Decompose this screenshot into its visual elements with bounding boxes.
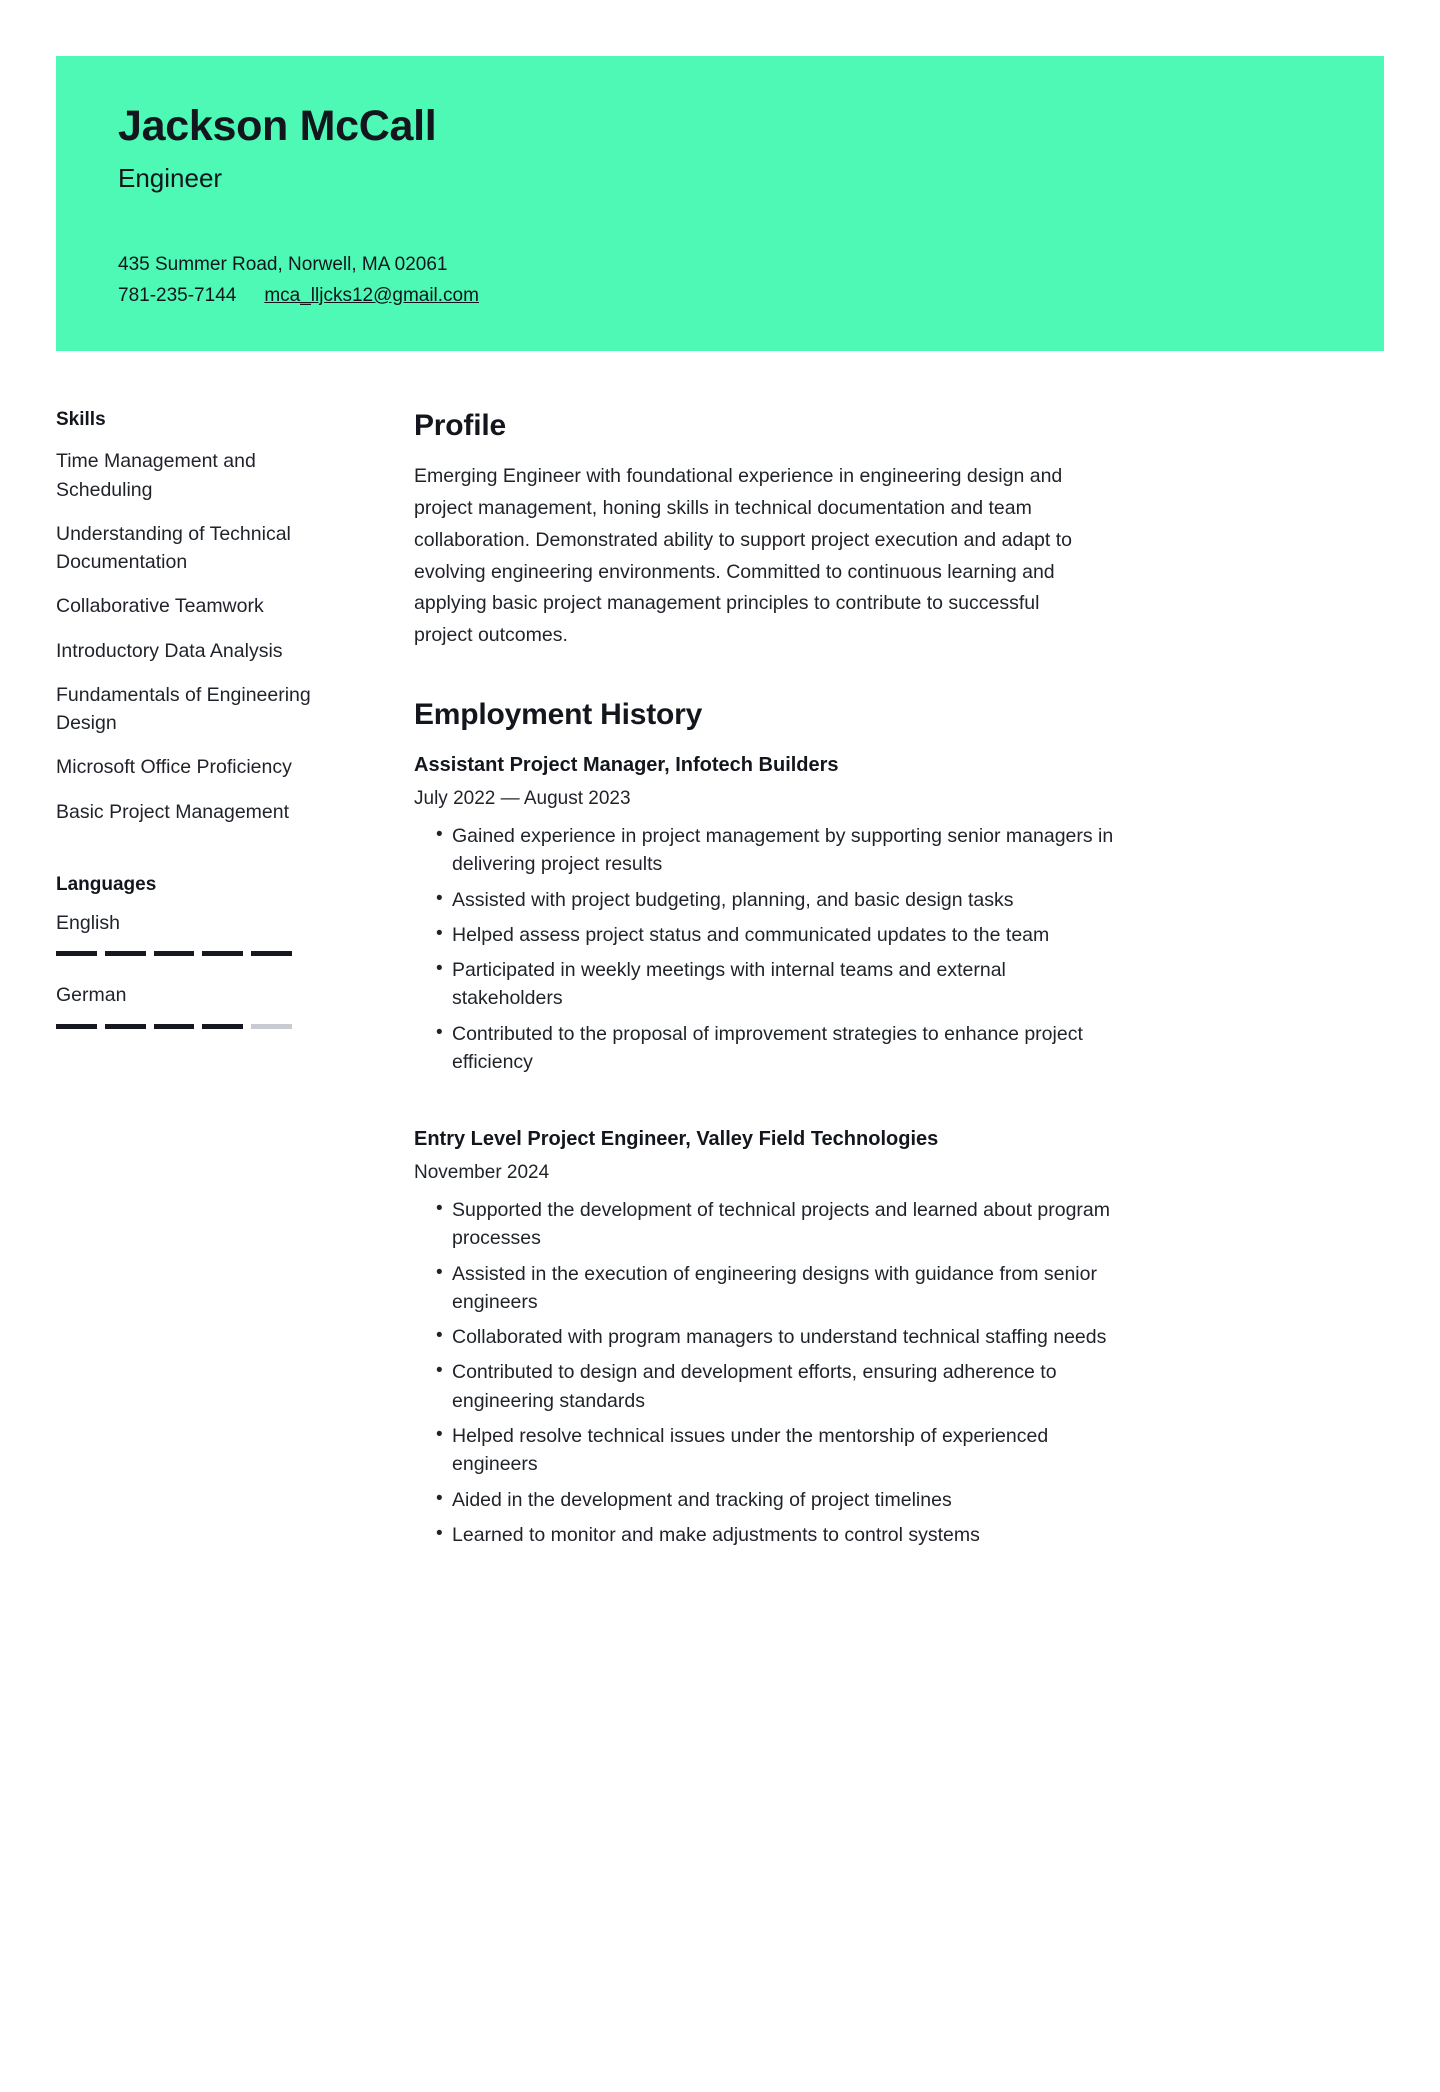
rating-segment [56,951,97,956]
skill-item: Collaborative Teamwork [56,595,264,618]
rating-segment [56,1024,97,1029]
languages-heading: Languages [56,873,157,895]
skill-item: Fundamentals of Engineering Design [56,683,311,735]
rating-segment [154,951,195,956]
main-content [386,409,1384,1556]
job-bullet: • Assisted with project budgeting, planning, and basic design tasks [414,886,1114,914]
candidate-job-title: Engineer [118,163,223,194]
profile-text: Emerging Engineer with foundational experience in engineering design and project management, honing skills in technical documentation and team collaboration. Demonstrated ability to support project execution and adapt to evolving engineering environments. Committed to continuous learning and applying basic project management principles to contribute to successful project outcomes. [414,465,1072,647]
skill-item: Microsoft Office Proficiency [56,756,292,779]
job-role: Assistant Project Manager, Infotech Builders [414,754,839,776]
rating-segment [105,1024,146,1029]
language-rating-bar [56,1024,292,1029]
job-bullet: • Contributed to design and development efforts, ensuring adherence to engineering standards [414,1358,1114,1415]
skill-item: Basic Project Management [56,800,290,823]
job-bullet: • Assisted in the execution of engineering designs with guidance from senior engineers [414,1260,1114,1317]
job-bullet-list [414,1196,1384,1549]
language-item [56,982,346,1028]
job-role: Entry Level Project Engineer, Valley Field Technologies [414,1128,939,1151]
job-bullet: • Contributed to the proposal of improvement strategies to enhance project efficiency [414,1020,1114,1077]
job-bullet: • Supported the development of technical projects and learned about program processes [414,1196,1114,1253]
language-item [56,910,346,956]
resume-header-banner [56,56,1384,351]
contact-email-link[interactable]: mca_lljcks12@gmail.com [264,284,479,306]
language-rating-bar [56,951,292,956]
rating-segment [202,1024,243,1029]
job-bullet: • Helped assess project status and communicated updates to the team [414,921,1114,949]
language-name: English [56,911,120,934]
rating-segment [251,1024,292,1029]
job-bullet: • Aided in the development and tracking of project timelines [414,1486,1114,1514]
sidebar [56,409,386,1054]
job-bullet: • Learned to monitor and make adjustments to control systems [414,1521,1114,1549]
profile-heading: Profile [414,409,506,443]
employment-history-heading: Employment History [414,698,703,731]
rating-segment [251,951,292,956]
job-bullet: • Collaborated with program managers to understand technical staffing needs [414,1323,1114,1351]
rating-segment [154,1024,195,1029]
language-name: German [56,984,127,1007]
job-date: July 2022 — August 2023 [414,788,631,809]
skill-item: Time Management and Scheduling [56,450,256,501]
resume-page [0,56,1440,2092]
rating-segment [202,951,243,956]
job-bullet: • Participated in weekly meetings with internal teams and external stakeholders [414,956,1114,1013]
rating-segment [105,951,146,956]
contact-address: 435 Summer Road, Norwell, MA 02061 [118,253,448,275]
contact-block [118,249,1384,312]
job-entry [414,754,1384,1076]
job-bullet: • Helped resolve technical issues under the mentorship of experienced engineers [414,1422,1114,1479]
job-bullet: • Gained experience in project management by supporting senior managers in delivering project results [414,822,1114,879]
job-entry [414,1128,1384,1549]
job-bullet-list [414,822,1384,1076]
contact-phone: 781-235-7144 [118,284,237,306]
skill-item: Understanding of Technical Documentation [56,522,291,574]
candidate-name: Jackson McCall [118,102,437,150]
job-date: November 2024 [414,1162,550,1184]
resume-body [0,351,1440,1616]
skill-item: Introductory Data Analysis [56,639,283,662]
skills-heading: Skills [56,409,106,431]
